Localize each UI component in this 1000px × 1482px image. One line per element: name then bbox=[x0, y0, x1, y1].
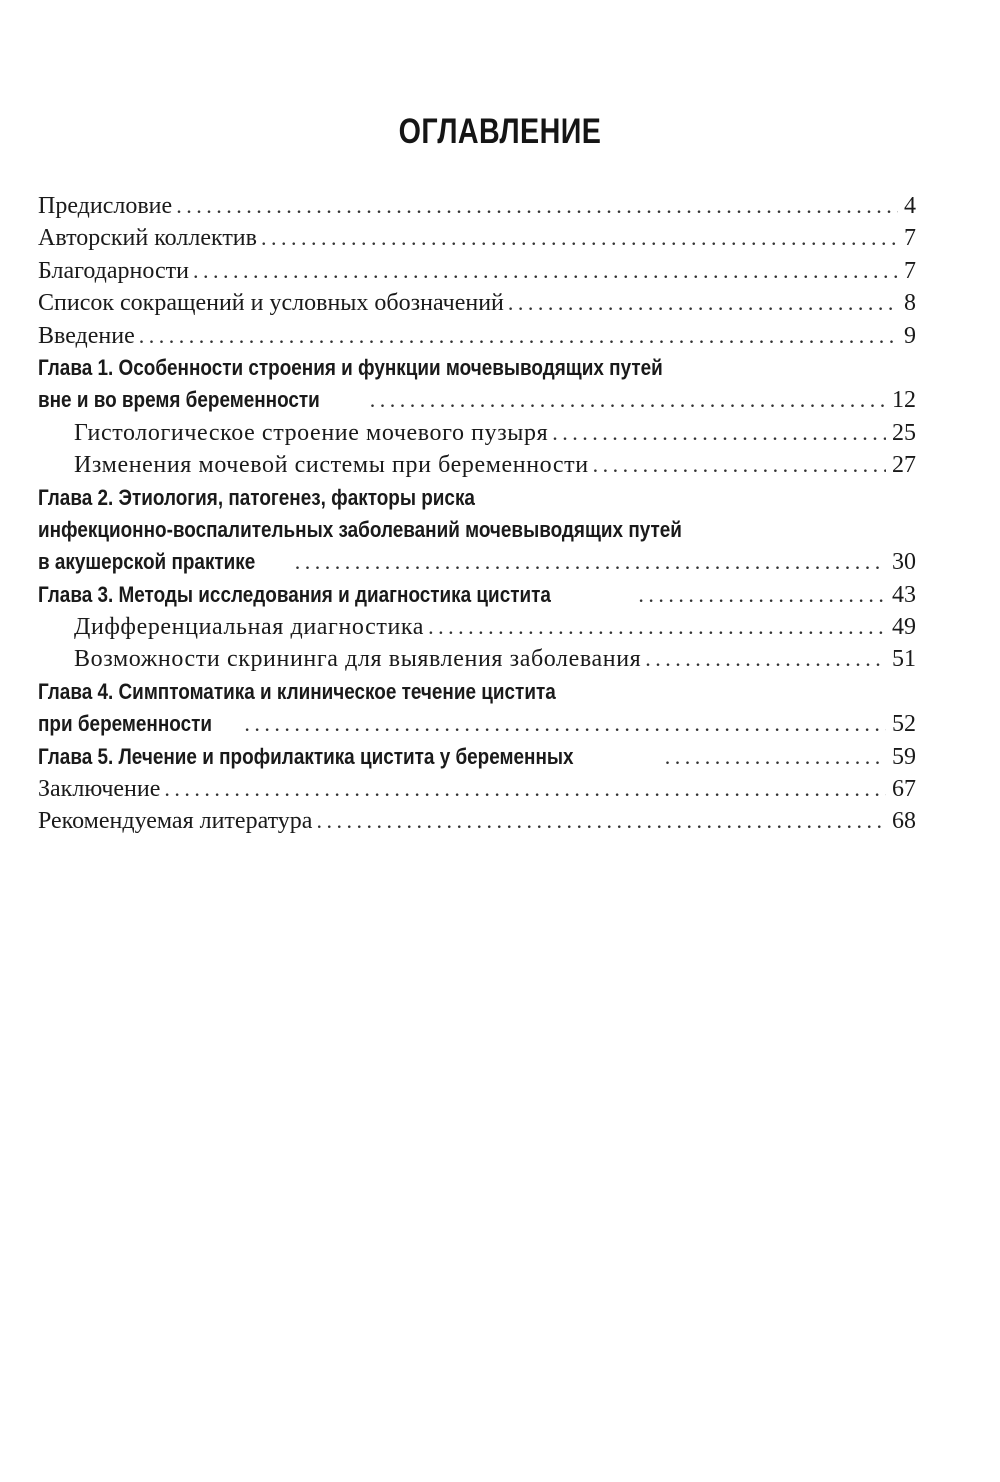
toc-entry-chapter-1-line-2[interactable] bbox=[38, 384, 916, 416]
toc-entry-text: Глава 3. Методы исследования и диагностика цистита bbox=[38, 581, 551, 607]
toc-entry-chapter-1-line-1[interactable] bbox=[38, 352, 916, 384]
toc-entry-abbreviations[interactable] bbox=[38, 287, 916, 319]
toc-entry-text: Глава 2. Этиология, патогенез, факторы риска bbox=[38, 484, 475, 510]
toc-entry-text: Глава 5. Лечение и профилактика цистита у беременных bbox=[38, 743, 574, 769]
toc-page-number: 7 bbox=[904, 225, 916, 252]
page-title: ОГЛАВЛЕНИЕ bbox=[398, 112, 602, 151]
toc-entry-introduction[interactable] bbox=[38, 320, 916, 352]
toc-entry-urinary-changes[interactable] bbox=[38, 449, 916, 481]
toc-entry-text: инфекционно-воспалительных заболеваний мочевыводящих путей bbox=[38, 516, 682, 542]
toc-entry-text: Глава 1. Особенности строения и функции мочевыводящих путей bbox=[38, 354, 663, 380]
toc-page-number: 9 bbox=[904, 322, 916, 349]
toc-entry-differential-diagnosis[interactable] bbox=[38, 611, 916, 643]
dot-leader bbox=[139, 320, 898, 352]
toc-entry-chapter-3[interactable] bbox=[38, 579, 916, 611]
toc-entry-text: Глава 4. Симптоматика и клиническое течение цистита bbox=[38, 678, 556, 704]
dot-leader bbox=[244, 708, 886, 740]
toc-page-number: 12 bbox=[892, 387, 916, 414]
toc-page-number: 43 bbox=[892, 581, 916, 608]
toc-entry-references[interactable] bbox=[38, 805, 916, 837]
dot-leader bbox=[164, 773, 886, 805]
toc-entry-text: Возможности скрининга для выявления заболевания bbox=[74, 646, 642, 673]
toc-entry-text: вне и во время беременности bbox=[38, 387, 320, 413]
dot-leader bbox=[295, 546, 886, 578]
toc-page-number: 59 bbox=[892, 743, 916, 770]
toc-page-number: 7 bbox=[904, 257, 916, 284]
toc-page-number: 68 bbox=[892, 808, 916, 835]
toc-page-number: 4 bbox=[904, 193, 916, 219]
toc-entry-text: Изменения мочевой системы при беременности bbox=[74, 452, 589, 479]
toc-entry-text: Предисловие bbox=[38, 193, 173, 219]
toc-page-number: 67 bbox=[892, 776, 916, 803]
toc-entry-chapter-4-line-1[interactable] bbox=[38, 676, 916, 708]
dot-leader bbox=[508, 287, 898, 319]
toc-entry-chapter-2-line-1[interactable] bbox=[38, 482, 916, 514]
toc-entry-histology[interactable] bbox=[38, 417, 916, 449]
toc-entry-text: Список сокращений и условных обозначений bbox=[38, 290, 504, 317]
toc-page-number: 51 bbox=[892, 646, 916, 673]
toc-entry-text: Введение bbox=[38, 322, 135, 349]
dot-leader bbox=[552, 417, 886, 449]
toc-entry-acknowledgements[interactable] bbox=[38, 255, 916, 287]
toc-entry-chapter-4-line-2[interactable] bbox=[38, 708, 916, 740]
toc-page-number: 52 bbox=[892, 711, 916, 738]
toc-entry-text: Заключение bbox=[38, 776, 161, 803]
toc-entry-chapter-2-line-2[interactable] bbox=[38, 514, 916, 546]
dot-leader bbox=[665, 741, 886, 773]
dot-leader bbox=[638, 579, 886, 611]
toc-entry-screening[interactable] bbox=[38, 643, 916, 675]
toc-page-number: 30 bbox=[892, 549, 916, 576]
toc-entry-chapter-5[interactable] bbox=[38, 741, 916, 773]
dot-leader bbox=[261, 222, 898, 254]
toc-entry-text: в акушерской практике bbox=[38, 549, 256, 575]
toc-page-number: 8 bbox=[904, 290, 916, 317]
toc-entry-authors[interactable] bbox=[38, 222, 916, 254]
toc-entry-text: Авторский коллектив bbox=[38, 225, 257, 252]
toc-entry-text: Гистологическое строение мочевого пузыря bbox=[74, 419, 549, 446]
toc-entry-text: Дифференциальная диагностика bbox=[74, 614, 425, 641]
toc-entry-chapter-2-line-3[interactable] bbox=[38, 546, 916, 578]
toc-entry-text: Благодарности bbox=[38, 257, 189, 284]
toc-page-number: 49 bbox=[892, 614, 916, 641]
dot-leader bbox=[193, 255, 898, 287]
dot-leader bbox=[428, 611, 886, 643]
table-of-contents bbox=[38, 190, 916, 838]
dot-leader bbox=[316, 805, 886, 837]
toc-entry-text: при беременности bbox=[38, 711, 213, 737]
toc-page-number: 27 bbox=[892, 452, 916, 479]
dot-leader bbox=[645, 643, 886, 675]
toc-page-number: 25 bbox=[892, 419, 916, 446]
dot-leader bbox=[176, 190, 898, 222]
dot-leader bbox=[593, 449, 886, 481]
dot-leader bbox=[370, 384, 886, 416]
toc-entry-conclusion[interactable] bbox=[38, 773, 916, 805]
toc-entry-preface[interactable] bbox=[38, 190, 916, 222]
toc-entry-text: Рекомендуемая литература bbox=[38, 808, 313, 835]
